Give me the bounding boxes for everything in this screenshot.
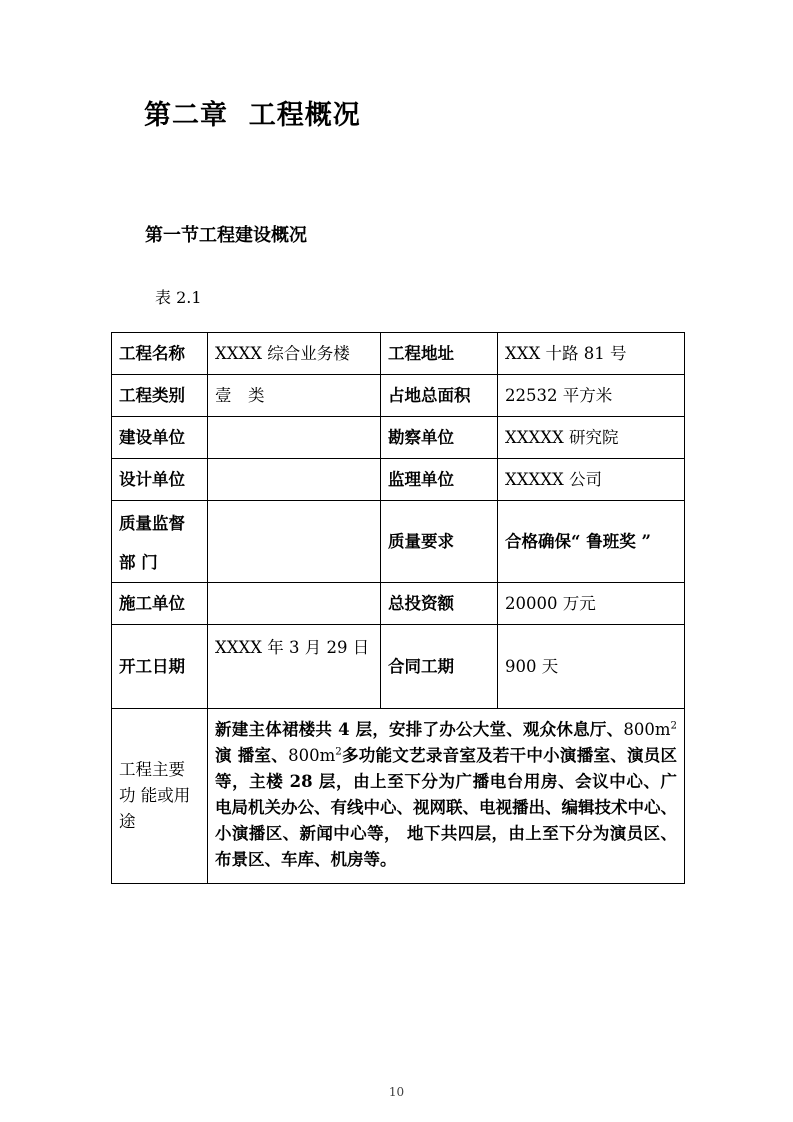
cell-label-design-unit: 设计单位 bbox=[112, 459, 208, 501]
cell-value-start-date: XXXX 年 3 月 29 日 bbox=[208, 625, 381, 709]
cell-value-contract-duration: 900 天 bbox=[498, 625, 685, 709]
desc-unit-2: 800m bbox=[288, 746, 336, 765]
cell-value-quality-supervision-dept bbox=[208, 501, 381, 583]
cell-value-project-address: XXX 十路 81 号 bbox=[498, 333, 685, 375]
cell-value-quality-requirement: 合格确保“ 鲁班奖 ” bbox=[498, 501, 685, 583]
desc-text-3: 多功能文艺录音室及若干中小演播室、演员区等，主楼 28 层，由上至下分为广播电台用房、会议中心、广电局机关办公、有线中心、视网联、电视播出、编辑技术中心、小演播区、新闻中心等， 地下共四层，由上至下分为演员区、布景区、车库、机房等。 bbox=[215, 746, 678, 869]
table-caption: 表 2.1 bbox=[155, 288, 202, 307]
cell-value-project-category: 壹 类 bbox=[208, 375, 381, 417]
cell-label-construction-unit: 建设单位 bbox=[112, 417, 208, 459]
cell-label-project-name: 工程名称 bbox=[112, 333, 208, 375]
cell-value-total-investment: 20000 万元 bbox=[498, 583, 685, 625]
cell-value-survey-unit: XXXXX 研究院 bbox=[498, 417, 685, 459]
cell-label-project-address: 工程地址 bbox=[381, 333, 498, 375]
desc-unit-1: 800m bbox=[623, 720, 671, 739]
cell-label-contractor: 施工单位 bbox=[112, 583, 208, 625]
table-row bbox=[112, 501, 685, 583]
cell-value-project-name: XXXX 综合业务楼 bbox=[208, 333, 381, 375]
desc-text-2: 演 播室、 bbox=[215, 746, 289, 765]
project-overview-table bbox=[111, 332, 685, 884]
cell-label-quality-supervision-dept: 质量监督部 门 bbox=[112, 501, 208, 583]
table-row bbox=[112, 459, 685, 501]
cell-label-project-category: 工程类别 bbox=[112, 375, 208, 417]
section-title: 第一节工程建设概况 bbox=[145, 225, 307, 246]
cell-label-total-investment: 总投资额 bbox=[381, 583, 498, 625]
cell-label-contract-duration: 合同工期 bbox=[381, 625, 498, 709]
chapter-title: 第二章 工程概况 bbox=[144, 100, 361, 131]
cell-label-supervision-unit: 监理单位 bbox=[381, 459, 498, 501]
table-row bbox=[112, 333, 685, 375]
cell-value-supervision-unit: XXXXX 公司 bbox=[498, 459, 685, 501]
desc-sup-2: 2 bbox=[335, 746, 342, 758]
table-row bbox=[112, 625, 685, 709]
desc-sup-1: 2 bbox=[670, 720, 677, 732]
cell-value-total-area: 22532 平方米 bbox=[498, 375, 685, 417]
table-row bbox=[112, 417, 685, 459]
desc-text-1: 新建主体裙楼共 4 层，安排了办公大堂、观众休息厅、 bbox=[215, 720, 624, 739]
cell-label-main-function: 工程主要功 能或用途 bbox=[112, 709, 208, 884]
cell-label-survey-unit: 勘察单位 bbox=[381, 417, 498, 459]
cell-label-start-date: 开工日期 bbox=[112, 625, 208, 709]
cell-value-design-unit bbox=[208, 459, 381, 501]
table-row bbox=[112, 583, 685, 625]
cell-value-main-function bbox=[208, 709, 685, 884]
page-number: 10 bbox=[388, 1085, 405, 1099]
table-row-description bbox=[112, 709, 685, 884]
cell-label-quality-requirement: 质量要求 bbox=[381, 501, 498, 583]
cell-value-contractor bbox=[208, 583, 381, 625]
cell-label-total-area: 占地总面积 bbox=[381, 375, 498, 417]
table-row bbox=[112, 375, 685, 417]
cell-value-construction-unit bbox=[208, 417, 381, 459]
